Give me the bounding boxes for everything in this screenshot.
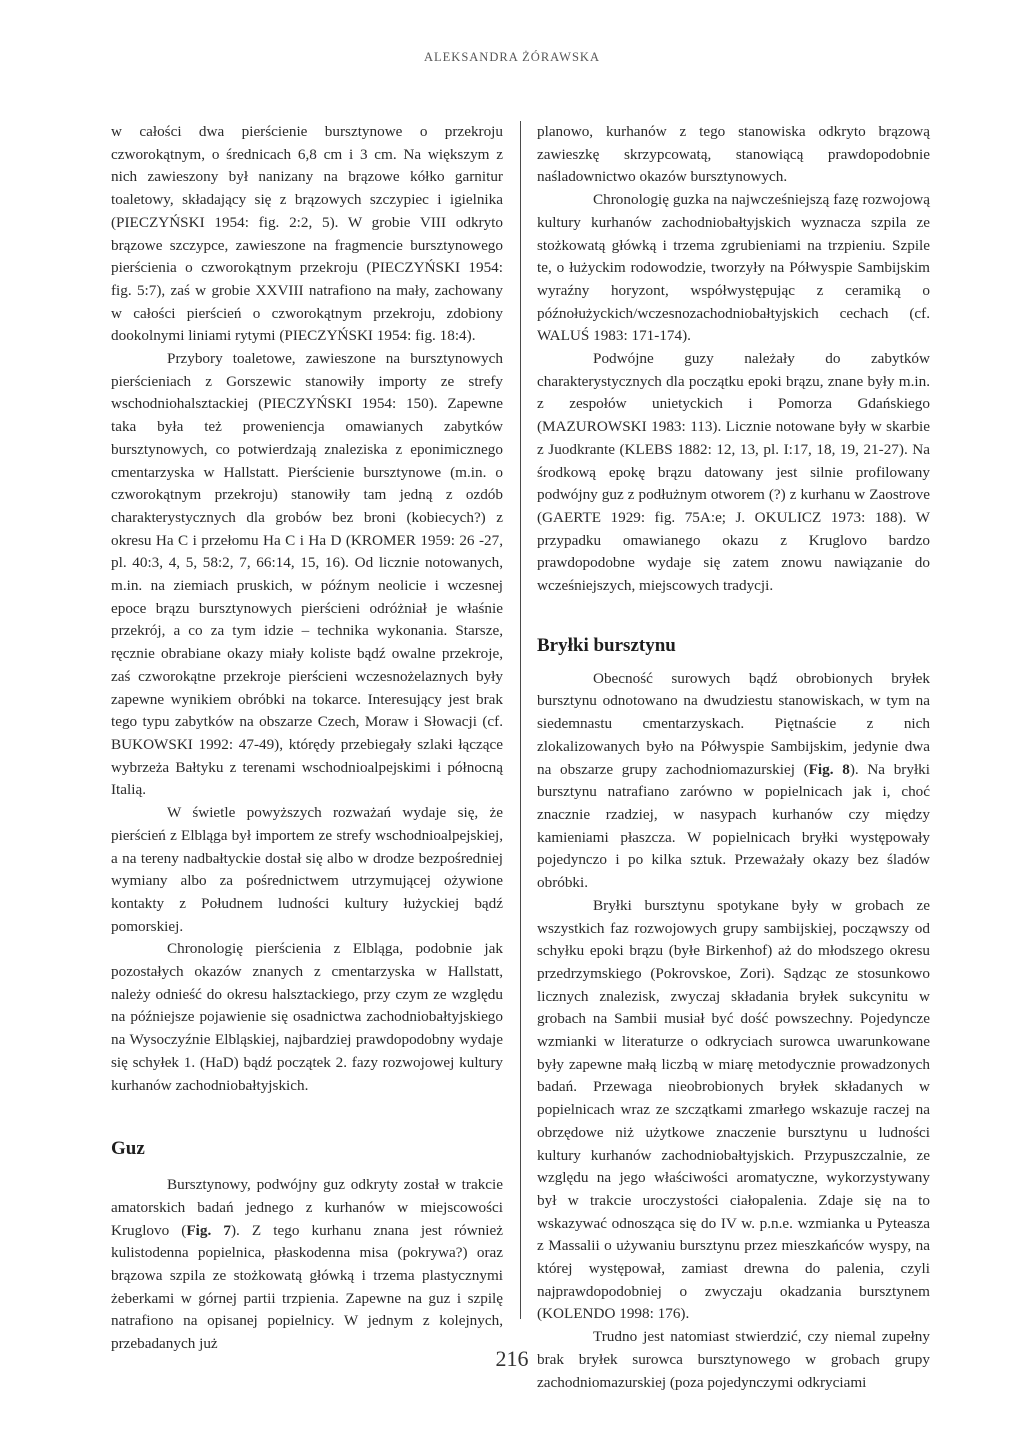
paragraph: Chronologię pierścienia z Elbląga, podobnie jak pozostałych okazów znanych z cmentarzyska w Hallstatt, należy odnieść do okresu halsztackiego, przy czym ze względu na późniejsze pojawienie się osadnictwa zachodniobałtyjskiego na Wysoczyźnie Elbląskiej, najbardziej prawdopodobny wydaje się schyłek 1. (HaD) bądź początek 2. fazy rozwojowej kultury kurhanów zachodniobałtyjskich. <box>111 940 503 1094</box>
paragraph <box>537 668 930 895</box>
figure-reference: Fig. 8 <box>808 760 850 778</box>
paragraph: Przybory toaletowe, zawieszone na bursztynowych pierścieniach z Gorszewic stanowiły importy ze strefy wschodniohalsztackiej (PIECZYŃSKI 1954: 150). Zapewne taka była też proweniencja omawianych zabytków bursztynowych, co potwierdzają znaleziska z eponimicznego cmentarzyska w Hallstatt. Pierścienie bursztynowe (m.in. o czworokątnym przekroju) stanowiły tam jedną z ozdób charakterystycznych dla grobów bez broni (kobiecych?) z okresu Ha C i przełomu Ha C i Ha D (KROMER 1959: 26 -27, pl. 40:3, 4, 5, 58:2, 7, 66:14, 15, 16). Od licznie notowanych, m.in. na ziemiach pruskich, w późnym neolicie i wczesnej epoce brązu bursztynowych pierścieni odróżniał je właśnie przekrój, a co za tym idzie – technika wykonania. Starsze, ręcznie obrabiane okazy miały koliste bądź owalne przekroje, zaś czworokątne przekroje pierścieni wczesnożelaznych były zapewne wynikiem obróbki na tokarce. Interesujący jest brak tego typu zabytków na obszarze Czech, Moraw i Słowacji (cf. BUKOWSKI 1992: 47-49), którędy przebiegały szlaki łączące wybrzeża Bałtyku z terenami wschodnioalpejskimi i północną Italią. <box>111 350 503 799</box>
paragraph: Podwójne guzy należały do zabytków charakterystycznych dla początku epoki brązu, znane były m.in. z zespołów unietyckich i Pomorza Gdańskiego (MAZUROWSKI 1983: 113). Licznie notowane były w skarbie z Juodkrante (KLEBS 1882: 12, 13, pl. I:17, 18, 19, 21-27). Na środkową epokę brązu datowany jest silnie profilowany podwójny guz z podłużnym otworem (?) z kurhanu w Zaostrove (GAERTE 1929: fig. 75A:e; J. OKULICZ 1973: 188). W przypadku omawianego okazu z Kruglovo bardzo prawdopodobne wydaje się zatem znowu nawiązanie do wcześniejszych, miejscowych tradycji. <box>537 350 930 595</box>
page-number: 216 <box>495 1346 529 1371</box>
paragraph: w całości dwa pierścienie bursztynowe o przekroju czworokątnym, o średnicach 6,8 cm i 3 cm. Na większym z nich zawieszony był nanizany na brązowe kółko garnitur toaletowy, składający się z brązowych szczypiec i igielnika (PIECZYŃSKI 1954: fig. 2:2, 5). W grobie VIII odkryto brązowe szczypce, zawieszone na fragmencie bursztynowego pierścienia o czworokątnym przekroju (PIECZYŃSKI 1954: fig. 5:7), zaś w grobie XXVIII natrafiono na mały, zachowany w całości pierścień o czworokątnym przekroju, zdobiony dookolnymi liniami rytymi (PIECZYŃSKI 1954: fig. 18:4). <box>111 123 503 345</box>
figure-reference: Fig. 7 <box>186 1221 231 1239</box>
paragraph: planowo, kurhanów z tego stanowiska odkryto brązową zawieszkę skrzypcowatą, stanowiącą prawdopodobnie naśladownictwo okazów bursztynowych. <box>537 123 930 186</box>
paragraph: W świetle powyższych rozważań wydaje się, że pierścień z Elbląga był importem ze strefy wschodnioalpejskiej, a na tereny nadbałtyckie dostał się albo w drodze bezpośredniej wymiany albo za pośrednictwem utrzymującej ożywione kontakty z Połudnem ludności kultury łużyckiej bądź pomorskiej. <box>111 804 503 935</box>
left-column <box>111 121 503 1356</box>
paragraph-text: ). Na bryłki bursztynu natrafiano zarówno w popielnicach jak i, choć znacznie rzadziej, w nasypach kurhanów czy między kamieniami płaszcza. W popielnicach bryłki występowały pojedynczo i po kilka sztuk. Przeważały okazy bez śladów obróbki. <box>537 760 930 892</box>
paragraph-text: Bursztynowy, podwójny guz odkryty został w trakcie amatorskich badań jednego z kurhanów w miejscowości Kruglovo ( <box>111 1176 503 1239</box>
section-heading-guz: Guz <box>111 1138 145 1160</box>
paragraph-text: Obecność surowych bądź obrobionych bryłek bursztynu odnotowano na dwudziestu stanowiskach, w tym na siedemnastu cmentarzyskach. Piętnaście z nich zlokalizowanych było na Półwyspie Sambijskim, jedynie dwa na obszarze grupy zachodniomazurskiej ( <box>537 669 930 778</box>
running-head-author: ALEKSANDRA ŻÓRAWSKA <box>424 50 600 64</box>
right-column <box>537 121 930 1394</box>
paragraph: Chronologię guzka na najwcześniejszą fazę rozwojową kultury kurhanów zachodniobałtyjskich wyznacza szpila ze stożkowatą główką i trzema zgrubieniami na trzpieniu. Szpile te, o łużyckim rodowodzie, tworzyły na Półwyspie Sambijskim wyraźny horyzont, współwystępując z ceramiką o późnołużyckich/wczesnozachodniobałtyjskich cechach (cf. WALUŚ 1983: 171-174). <box>537 191 930 345</box>
paragraph: Trudno jest natomiast stwierdzić, czy niemal zupełny brak bryłek surowca bursztynowego w grobach grupy zachodniomazurskiej (poza pojedynczymi odkryciami <box>537 1328 930 1391</box>
paragraph-text: ). Z tego kurhanu znana jest również kulistodenna popielnica, płaskodenna misa (pokrywa?) oraz brązowa szpila ze stożkowatą główką i trzema plastycznymi żeberkami w górnej partii trzpienia. Zapewne na guz i szpilę natrafiono na opisanej popielnicy. W jednym z kolejnych, przebadanych już <box>111 1221 503 1353</box>
paragraph: Bryłki bursztynu spotykane były w grobach ze wszystkich faz rozwojowych grupy sambijskiej, począwszy od schyłku epoki brązu (byłe Birkenhof) aż do młodszego okresu przedrzymskiego (Pokrovskoe, Zori). Sądząc ze stosunkowo licznych znalezisk, zwyczaj składania bryłek sukcynitu w grobach na Sambii musiał być dość powszechny. Pojedyncze wzmianki w literaturze o odkryciach surowca uwarunkowane były zapewne małą liczbą w miarę metodycznie prowadzonych badań. Przewaga nieobrobionych bryłek składanych w popielnicach wraz ze szczątkami zmarłego wskazuje raczej na obrzędowe niż użytkowe znaczenie bursztynu u ludności kultury kurhanów zachodniobałtyjskich. Przypuszczalnie, ze względu na jego właściwości aromatyczne, wykorzystywany był w trakcie uroczystości ciałopalenia. Zdaje się na to wskazywać odnosząca się do IV w. p.n.e. wzmianka u Pyteasza z Massalii o używaniu bursztynu przez mieszkańców wyspy, na której występował, zamiast drewna do palenia, czyli najprawdopodobniej o zwyczaju okadzania bursztynem (KOLENDO 1998: 176). <box>537 896 930 1323</box>
column-divider <box>520 121 521 1319</box>
paragraph <box>111 1174 503 1356</box>
section-heading-brylki: Bryłki bursztynu <box>537 634 676 656</box>
